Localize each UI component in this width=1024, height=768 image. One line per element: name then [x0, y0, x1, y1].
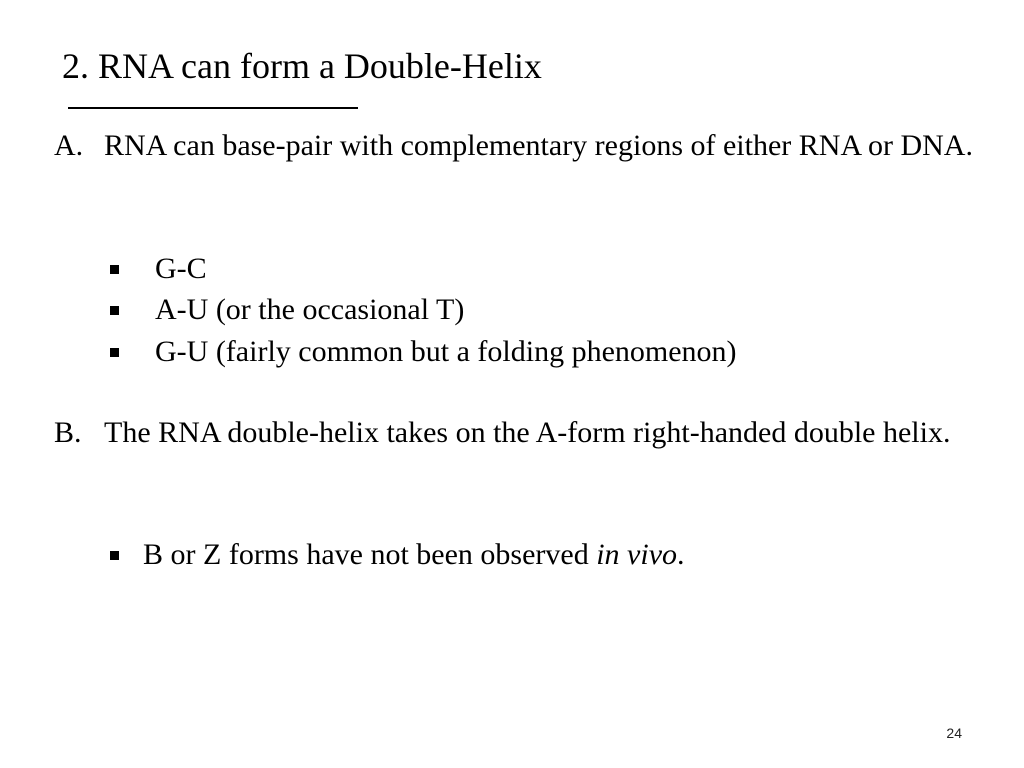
bullet-text: A-U (or the occasional T) — [155, 293, 465, 326]
square-bullet-icon — [110, 551, 119, 560]
square-bullet-icon — [110, 306, 119, 315]
bullet-text: G-U (fairly common but a folding phenomenon) — [155, 335, 737, 368]
bullet-text — [143, 535, 685, 575]
point-b-marker: B. — [54, 416, 82, 449]
bullet-text-suffix: . — [677, 538, 685, 571]
slide-title: 2. RNA can form a Double-Helix — [62, 46, 542, 86]
bullet-text: G-C — [155, 252, 207, 285]
bullet-text-main: B or Z forms have not been observed — [143, 538, 597, 571]
point-a-text: RNA can base-pair with complementary regions of either RNA or DNA. — [104, 129, 973, 162]
square-bullet-icon — [110, 265, 119, 274]
point-a — [54, 126, 984, 166]
title-underline — [68, 107, 358, 109]
point-b — [54, 413, 984, 453]
square-bullet-icon — [110, 348, 119, 357]
bullet-text-italic: in vivo — [596, 538, 678, 571]
slide-number: 24 — [946, 725, 962, 741]
point-b-text: The RNA double-helix takes on the A-form right-handed double helix. — [104, 416, 951, 449]
point-a-marker: A. — [54, 129, 84, 162]
